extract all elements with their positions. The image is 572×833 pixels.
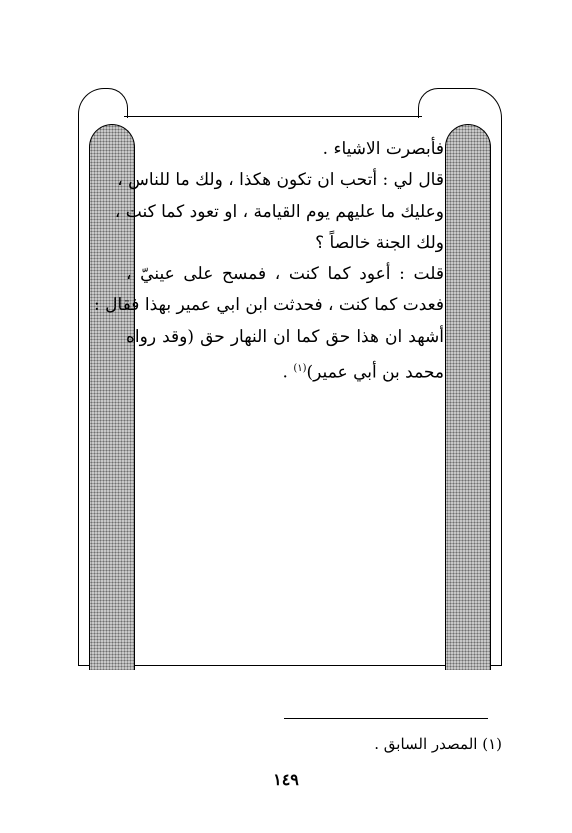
frame-pillar-right xyxy=(445,124,491,670)
page-number: ١٤٩ xyxy=(273,770,299,789)
text-line: قلت : أعود كما كنت ، فمسح على عينيّ ، xyxy=(126,264,444,285)
text-line: فأبصرت الاشياء . xyxy=(322,139,444,159)
footnote-reference[interactable]: (١) xyxy=(293,363,307,375)
text-line-final xyxy=(126,353,444,389)
text-line: أشهد ان هذا حق كما ان النهار حق (وقد رواه xyxy=(126,326,444,347)
text-line: وعليك ما عليهم يوم القيامة ، او تعود كما كنت ، xyxy=(114,201,444,222)
footnote: (١) المصدر السابق . xyxy=(374,735,502,753)
body-text xyxy=(94,134,444,389)
frame-top-edge xyxy=(124,116,422,117)
text-line: قال لي : أتحب ان تكون هكذا ، ولك ما للناس ، xyxy=(117,170,444,191)
closing-period: . xyxy=(282,362,294,383)
text-line: فعدت كما كنت ، فحدثت ابن ابي عمير بهذا فقال : xyxy=(94,295,444,316)
footnote-divider xyxy=(284,718,488,719)
text-line-content: محمد بن أبي عمير) xyxy=(306,362,444,383)
text-line: ولك الجنة خالصاً ؟ xyxy=(315,232,444,253)
